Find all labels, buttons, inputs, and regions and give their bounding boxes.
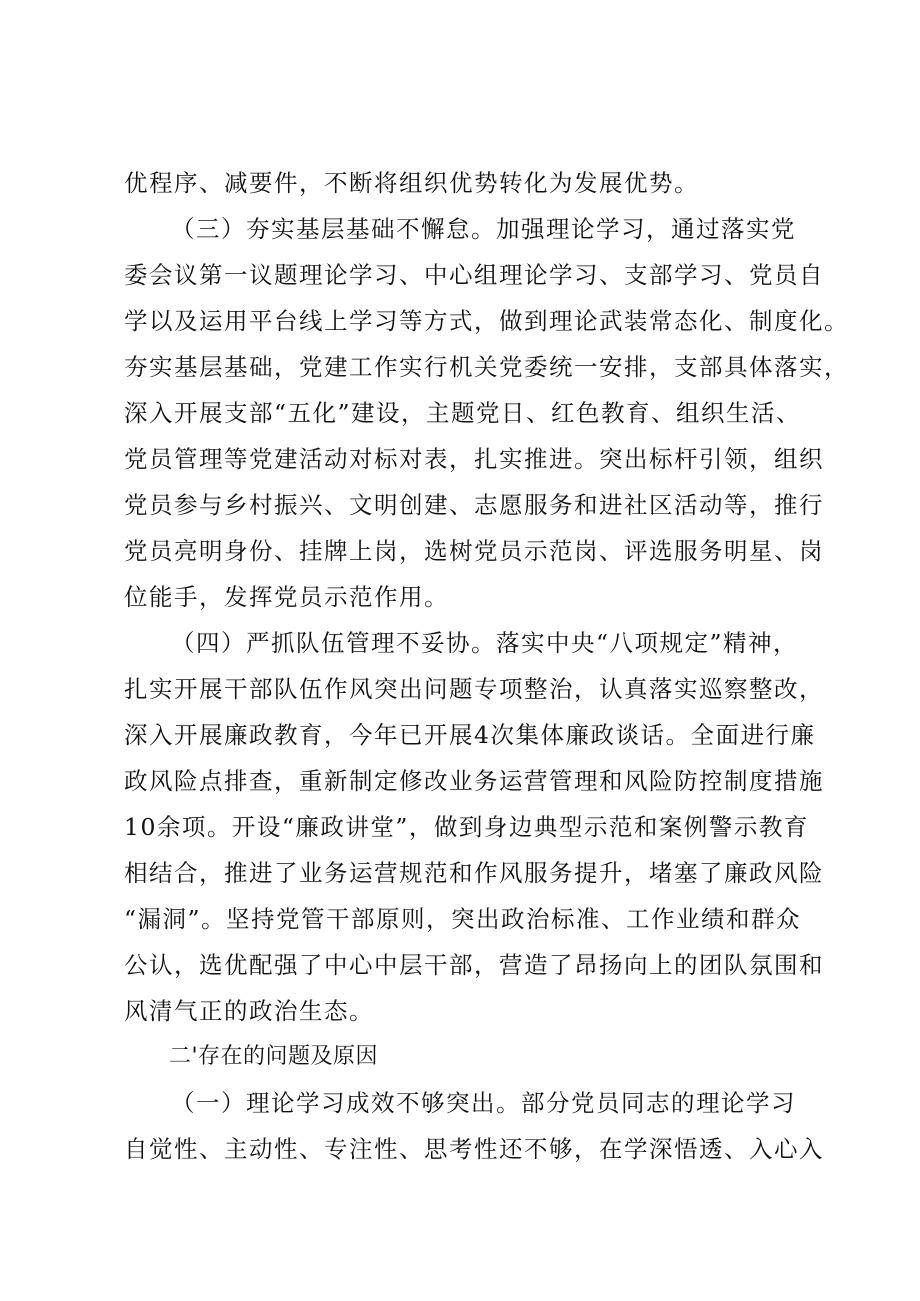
- paragraph-line: 学以及运用平台线上学习等方式，做到理论武装常态化、制度化。: [124, 307, 849, 335]
- paragraph-line: 10余项。开设“廉政讲堂”，做到身边典型示范和案例警示教育: [124, 813, 809, 841]
- paragraph-line: （一）理论学习成效不够突出。部分党员同志的理论学习: [171, 1089, 796, 1117]
- document-body: [124, 160, 849, 1172]
- paragraph-line: 深入开展廉政教育，今年已开展4次集体廉政谈话。全面进行廉: [124, 721, 816, 749]
- paragraph-line: 党员管理等党建活动对标对表，扎实推进。突出标杆引领，组织: [124, 445, 824, 473]
- paragraph-line: （四）严抓队伍管理不妥协。落实中央“八项规定”精神，: [171, 629, 799, 657]
- paragraph-line: 党员参与乡村振兴、文明创建、志愿服务和进社区活动等，推行: [124, 491, 824, 519]
- paragraph-line: 相结合，推进了业务运营规范和作风服务提升，堵塞了廉政风险: [124, 859, 824, 887]
- paragraph-line: （三）夯实基层基础不懈怠。加强理论学习，通过落实党: [171, 215, 796, 243]
- paragraph-line: 位能手，发挥党员示范作用。: [124, 583, 449, 611]
- paragraph-line: 夯实基层基础，党建工作实行机关党委统一安排，支部具体落实，: [124, 353, 849, 381]
- paragraph-line: 风清气正的政治生态。: [124, 997, 374, 1025]
- section-heading: 二'存在的问题及原因: [169, 1044, 379, 1069]
- paragraph-line: 政风险点排查，重新制定修改业务运营管理和风险防控制度措施: [124, 767, 824, 795]
- paragraph-line: 自觉性、主动性、专注性、思考性还不够，在学深悟透、入心入: [124, 1135, 824, 1163]
- paragraph-line: “漏洞”。坚持党管干部原则，突出政治标准、工作业绩和群众: [124, 905, 802, 933]
- paragraph-line: 扎实开展干部队伍作风突出问题专项整治，认真落实巡察整改，: [124, 675, 824, 703]
- paragraph-line: 党员亮明身份、挂牌上岗，选树党员示范岗、评选服务明星、岗: [124, 537, 824, 565]
- paragraph-line: 深入开展支部“五化”建设，主题党日、红色教育、组织生活、: [124, 399, 802, 427]
- paragraph-line: 委会议第一议题理论学习、中心组理论学习、支部学习、党员自: [124, 261, 824, 289]
- paragraph-line: 优程序、减要件，不断将组织优势转化为发展优势。: [124, 169, 699, 197]
- paragraph-line: 公认，选优配强了中心中层干部，营造了昂扬向上的团队氛围和: [124, 951, 824, 979]
